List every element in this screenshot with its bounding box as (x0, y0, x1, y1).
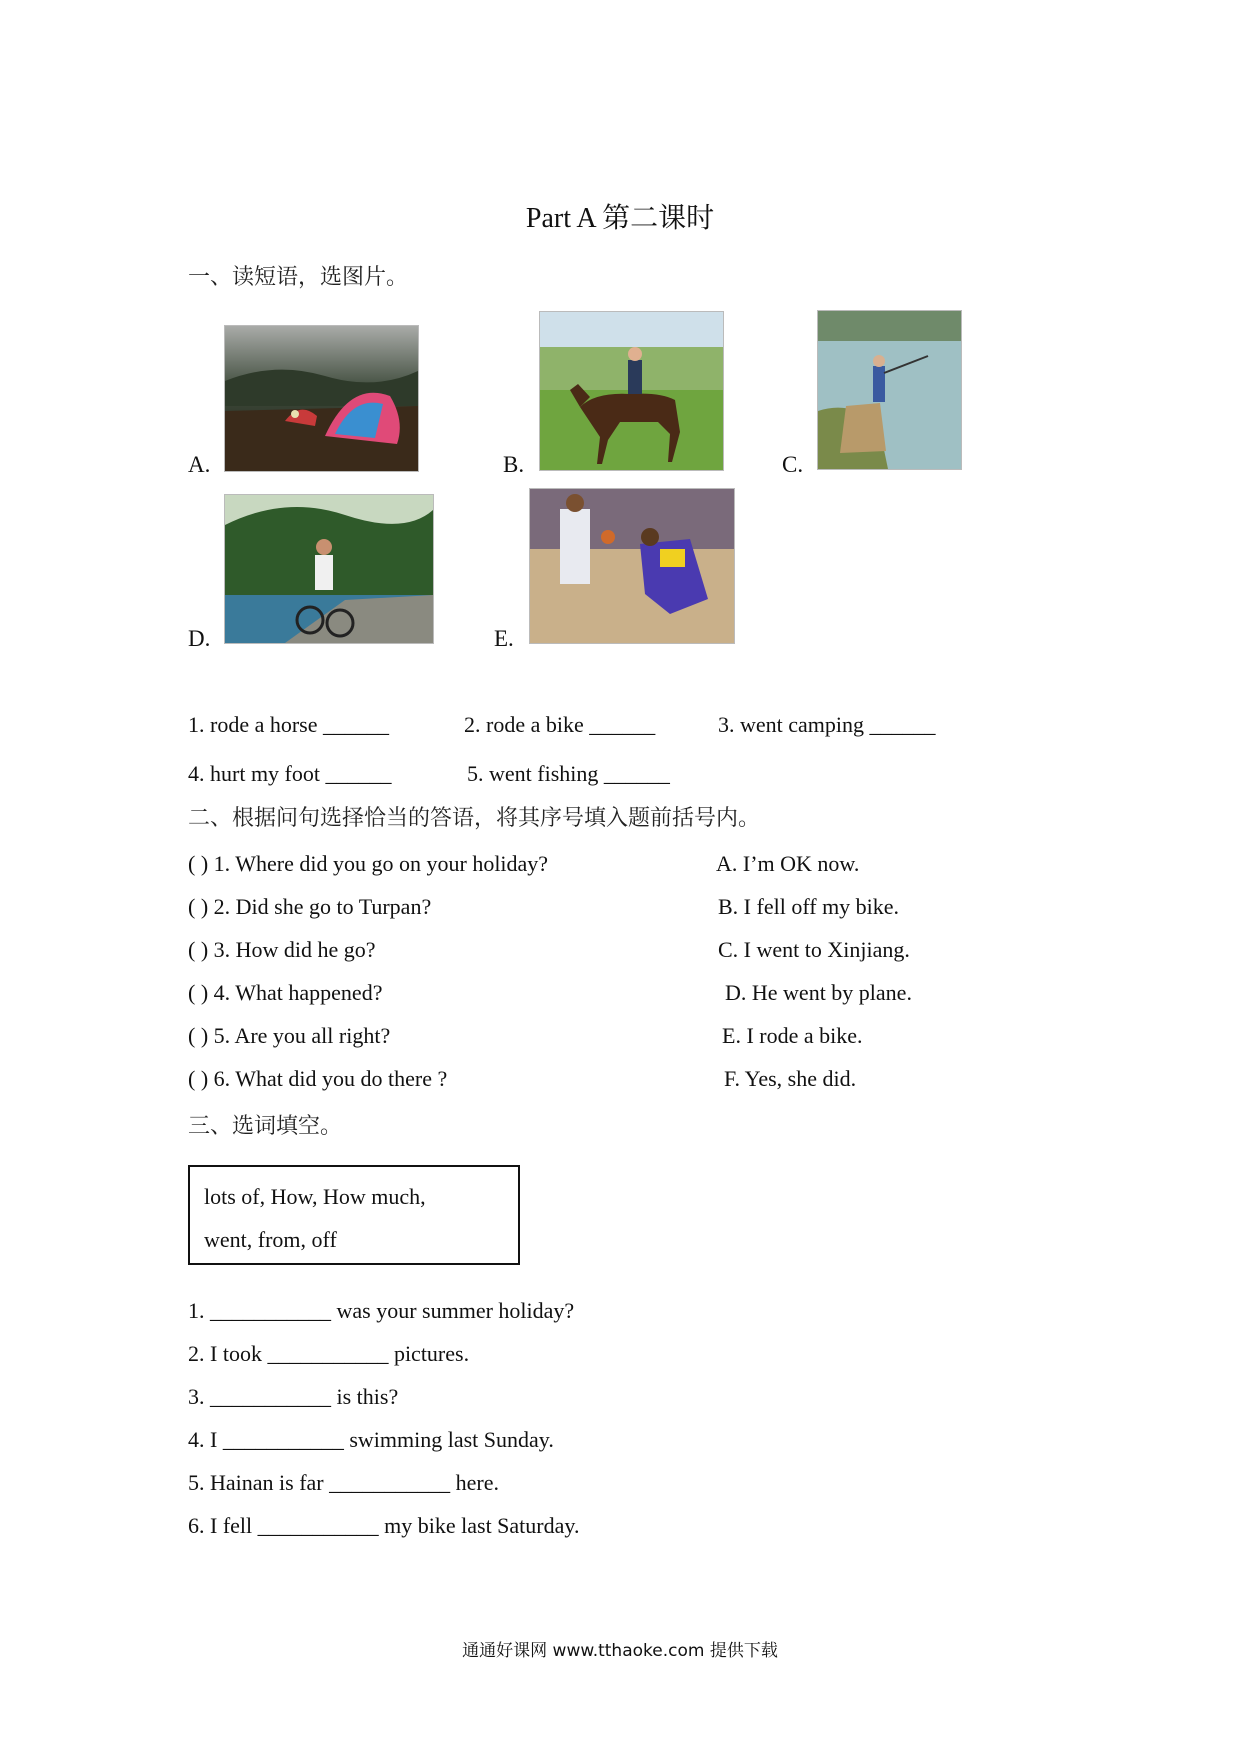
question-4: ( ) 4. What happened? (188, 980, 383, 1005)
question-6: ( ) 6. What did you do there ? (188, 1066, 448, 1091)
word-box-line-1: lots of, How, How much, (204, 1184, 426, 1209)
section3-heading: 三、选词填空。 (188, 1114, 343, 1139)
question-5: ( ) 5. Are you all right? (188, 1023, 391, 1048)
picture-e-basketball (529, 488, 735, 644)
fill-sentence-1: 1. ___________ was your summer holiday? (188, 1298, 575, 1323)
answer-f: F. Yes, she did. (724, 1066, 857, 1091)
picture-c-fishing (817, 310, 962, 470)
word-box-line-2: went, from, off (204, 1227, 337, 1252)
picture-d-bike (224, 494, 434, 644)
question-2: ( ) 2. Did she go to Turpan? (188, 894, 432, 919)
question-1: ( ) 1. Where did you go on your holiday? (188, 851, 549, 876)
word-box (188, 1165, 520, 1265)
picture-a-camping (224, 325, 419, 472)
fill-sentence-5: 5. Hainan is far ___________ here. (188, 1470, 499, 1495)
answer-b: B. I fell off my bike. (718, 894, 900, 919)
phrase-4: 4. hurt my foot ______ (188, 761, 392, 786)
section2-heading: 二、根据问句选择恰当的答语，将其序号填入题前括号内。 (188, 806, 761, 831)
fill-sentence-3: 3. ___________ is this? (188, 1384, 399, 1409)
picture-b-horse (539, 311, 724, 471)
fill-sentence-4: 4. I ___________ swimming last Sunday. (188, 1427, 554, 1452)
phrase-3: 3. went camping ______ (718, 712, 936, 737)
phrase-1: 1. rode a horse ______ (188, 712, 390, 737)
section1-heading: 一、读短语，选图片。 (188, 265, 409, 290)
phrase-2: 2. rode a bike ______ (464, 712, 656, 737)
option-letter-b: B. (503, 452, 525, 477)
footer: 通通好课网 www.tthaoke.com 提供下载 (462, 1641, 778, 1661)
option-letter-d: D. (188, 626, 211, 651)
answer-d: D. He went by plane. (725, 980, 912, 1005)
fill-sentence-6: 6. I fell ___________ my bike last Saturday. (188, 1513, 580, 1538)
phrase-5: 5. went fishing ______ (467, 761, 670, 786)
fill-sentence-2: 2. I took ___________ pictures. (188, 1341, 470, 1366)
option-letter-a: A. (188, 452, 211, 477)
answer-e: E. I rode a bike. (722, 1023, 863, 1048)
option-letter-c: C. (782, 452, 804, 477)
question-3: ( ) 3. How did he go? (188, 937, 376, 962)
option-letter-e: E. (494, 626, 514, 651)
answer-a: A. I’m OK now. (716, 851, 860, 876)
answer-c: C. I went to Xinjiang. (718, 937, 910, 962)
page-title: Part A 第二课时 (525, 203, 715, 234)
